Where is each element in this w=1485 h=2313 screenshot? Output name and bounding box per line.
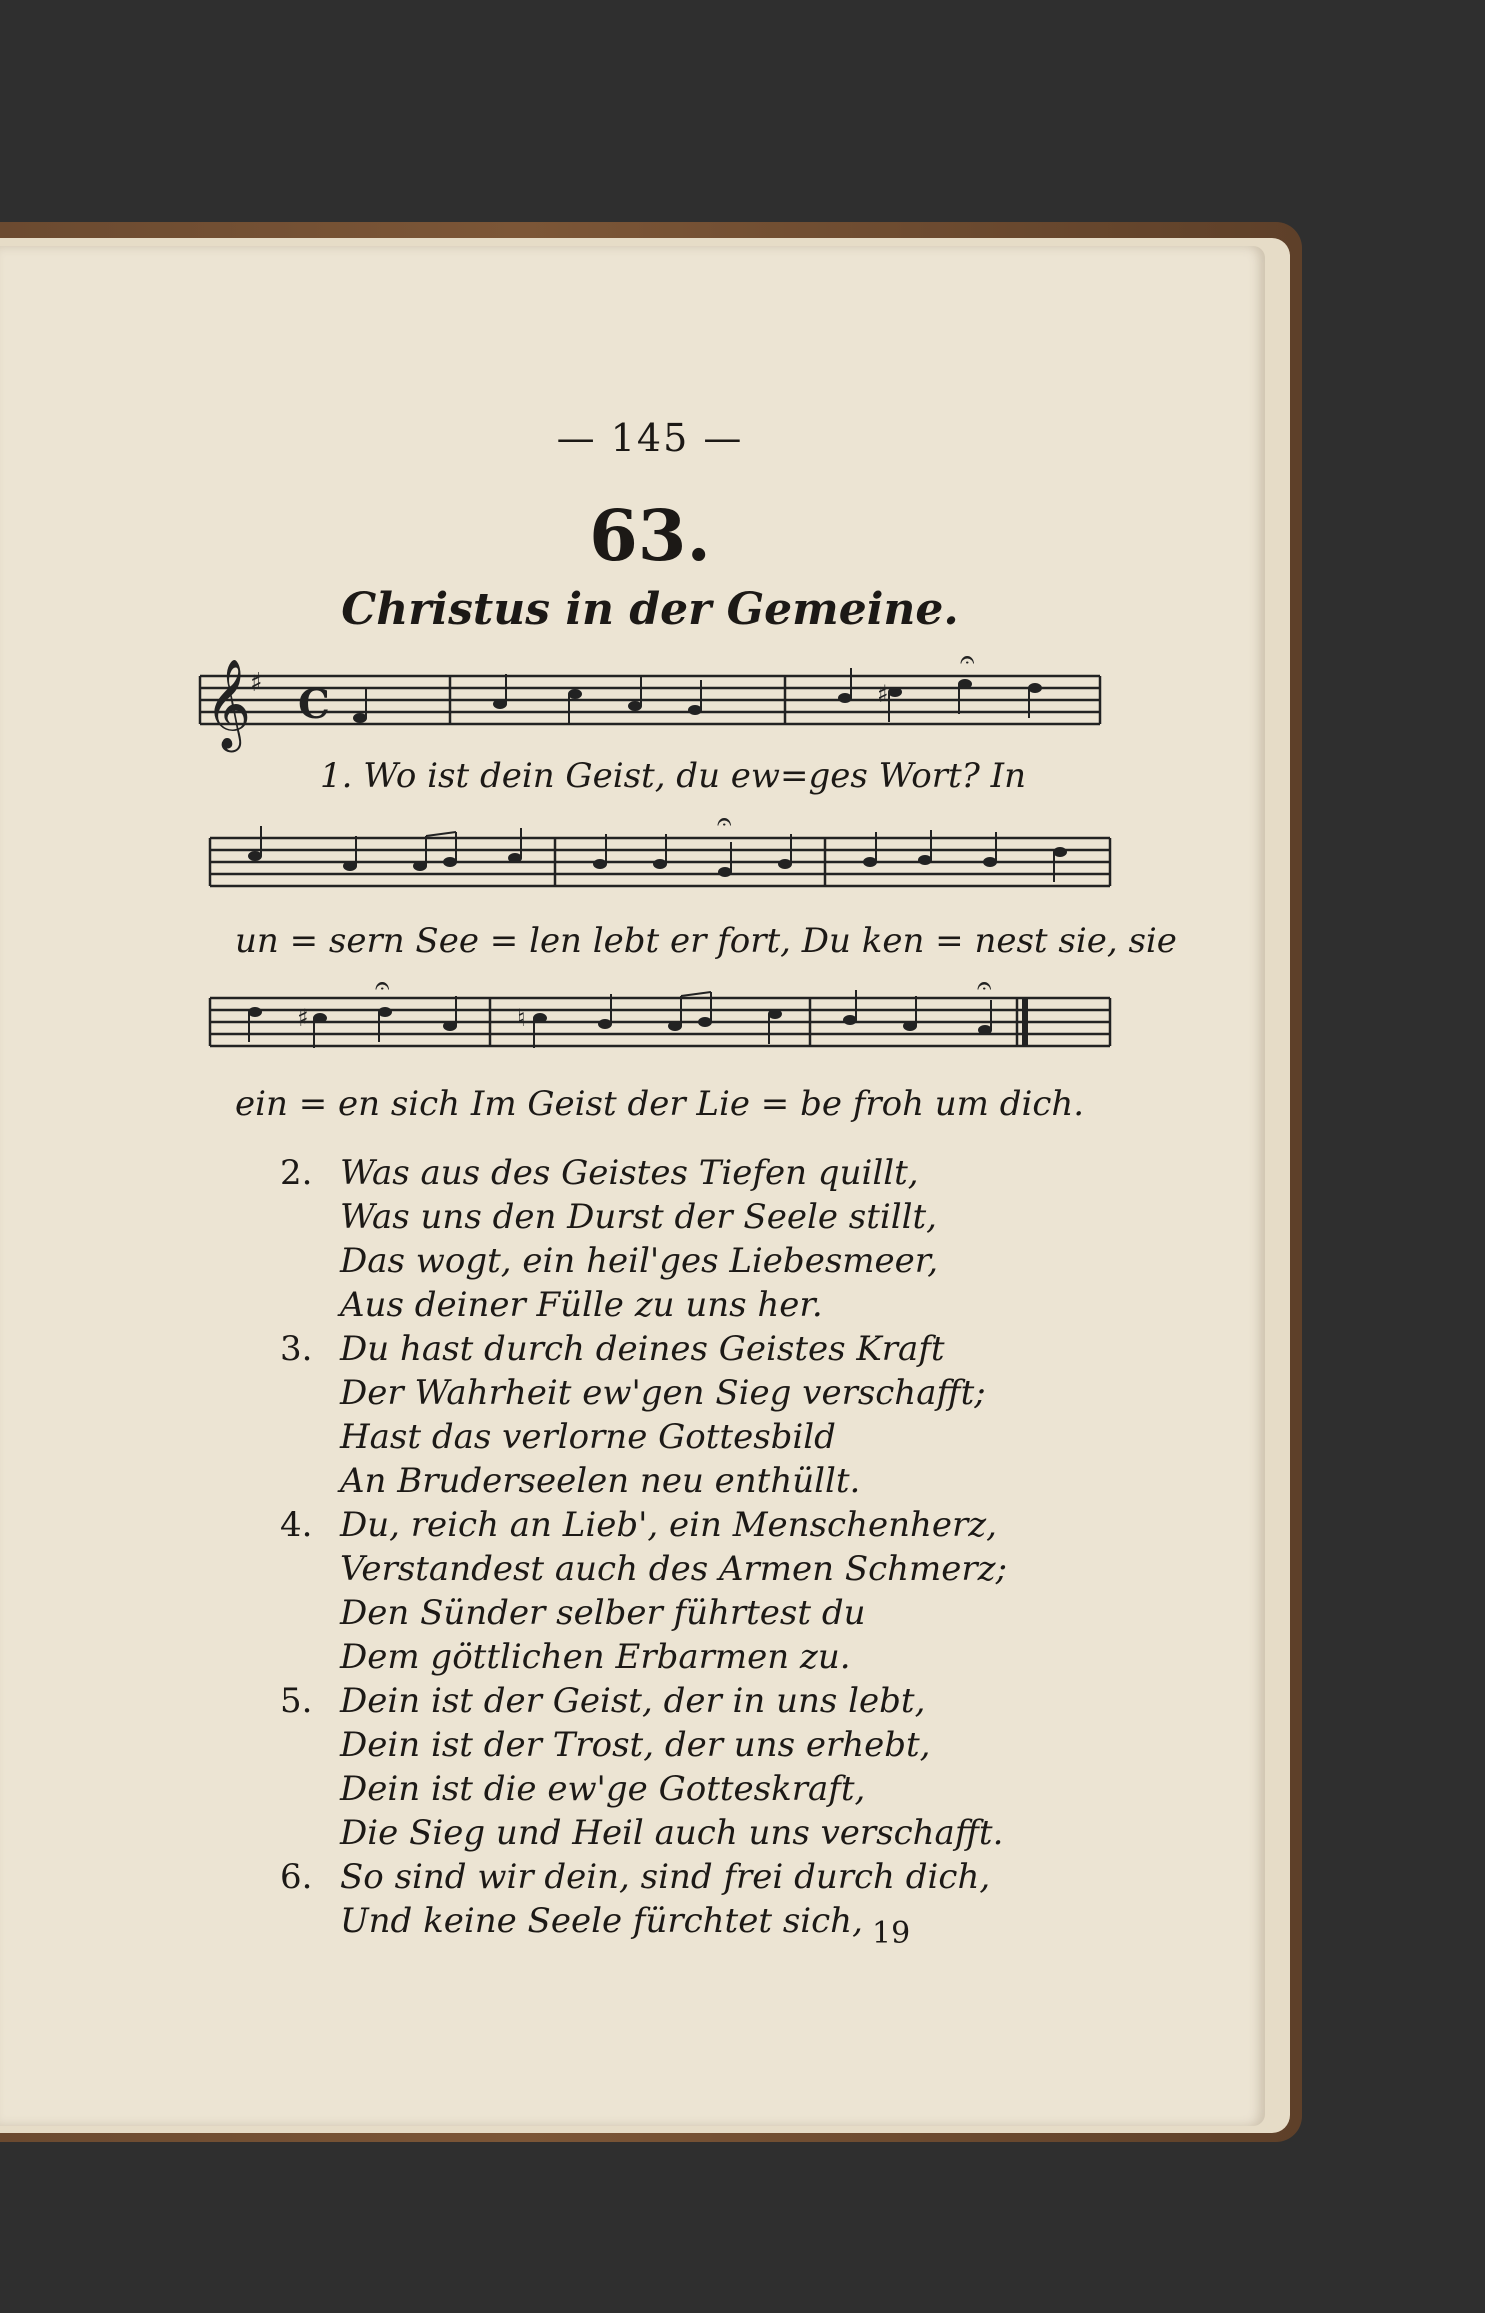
verse-line: Den Sünder selber führtest du xyxy=(340,1593,866,1633)
verse-line: 2. Was aus des Geistes Tiefen quillt, xyxy=(280,1153,919,1193)
verse-number: 2. xyxy=(280,1153,313,1193)
svg-text:♯: ♯ xyxy=(250,668,263,698)
lyrics-line-2: un = sern See = len lebt er fort, Du ken = nest sie, sie xyxy=(235,921,1177,961)
svg-text:♮: ♮ xyxy=(517,1004,526,1032)
svg-text:𝄐: 𝄐 xyxy=(977,971,992,1001)
verse-line: Verstandest auch des Armen Schmerz; xyxy=(340,1549,1008,1589)
page-number: — 145 — xyxy=(556,416,744,460)
verse-line: 6. So sind wir dein, sind frei durch dich, xyxy=(280,1857,991,1897)
verse-number: 5. xyxy=(280,1681,313,1721)
verse-line: Die Sieg und Heil auch uns verschafft. xyxy=(340,1813,1004,1853)
music-staff-3 xyxy=(205,968,1115,1078)
verse-line: Dein ist die ew'ge Gotteskraft, xyxy=(340,1769,866,1809)
lyrics-line-1: 1. Wo ist dein Geist, du ew=ges Wort? In xyxy=(320,756,1027,796)
music-staff-1 xyxy=(195,646,1105,766)
signature-mark: 19 xyxy=(872,1916,911,1951)
svg-text:𝄞: 𝄞 xyxy=(205,659,252,749)
verse-line: Und keine Seele fürchtet sich, xyxy=(340,1901,863,1941)
verse-line: Das wogt, ein heil'ges Liebesmeer, xyxy=(340,1241,939,1281)
verse-line: 5. Dein ist der Geist, der in uns lebt, xyxy=(280,1681,926,1721)
svg-text:𝄐: 𝄐 xyxy=(960,646,975,675)
verse-line: Dem göttlichen Erbarmen zu. xyxy=(340,1637,851,1677)
verse-line: Dein ist der Trost, der uns erhebt, xyxy=(340,1725,931,1765)
verse-line: 4. Du, reich an Lieb', ein Menschenherz, xyxy=(280,1505,997,1545)
hymn-number: 63. xyxy=(589,494,711,577)
verse-number: 4. xyxy=(280,1505,313,1545)
verse-line: Aus deiner Fülle zu uns her. xyxy=(340,1285,823,1325)
verse-line: Der Wahrheit ew'gen Sieg verschafft; xyxy=(340,1373,986,1413)
book-page xyxy=(0,246,1265,2126)
lyrics-line-3: ein = en sich Im Geist der Lie = be froh um dich. xyxy=(235,1084,1085,1124)
svg-text:C: C xyxy=(298,681,330,728)
verse-line: Was uns den Durst der Seele stillt, xyxy=(340,1197,937,1237)
verses-block xyxy=(280,1151,1080,1943)
verse-number: 3. xyxy=(280,1329,313,1369)
svg-text:♯: ♯ xyxy=(877,680,889,708)
svg-text:♯: ♯ xyxy=(297,1004,309,1032)
verse-line: Hast das verlorne Gottesbild xyxy=(340,1417,836,1457)
music-staff-2 xyxy=(205,808,1115,918)
verse-number: 6. xyxy=(280,1857,313,1897)
verse-line: An Bruderseelen neu enthüllt. xyxy=(340,1461,861,1501)
svg-text:𝄐: 𝄐 xyxy=(717,808,732,837)
svg-text:𝄐: 𝄐 xyxy=(375,971,390,1001)
verse-line: 3. Du hast durch deines Geistes Kraft xyxy=(280,1329,945,1369)
hymn-title: Christus in der Gemeine. xyxy=(341,584,959,635)
